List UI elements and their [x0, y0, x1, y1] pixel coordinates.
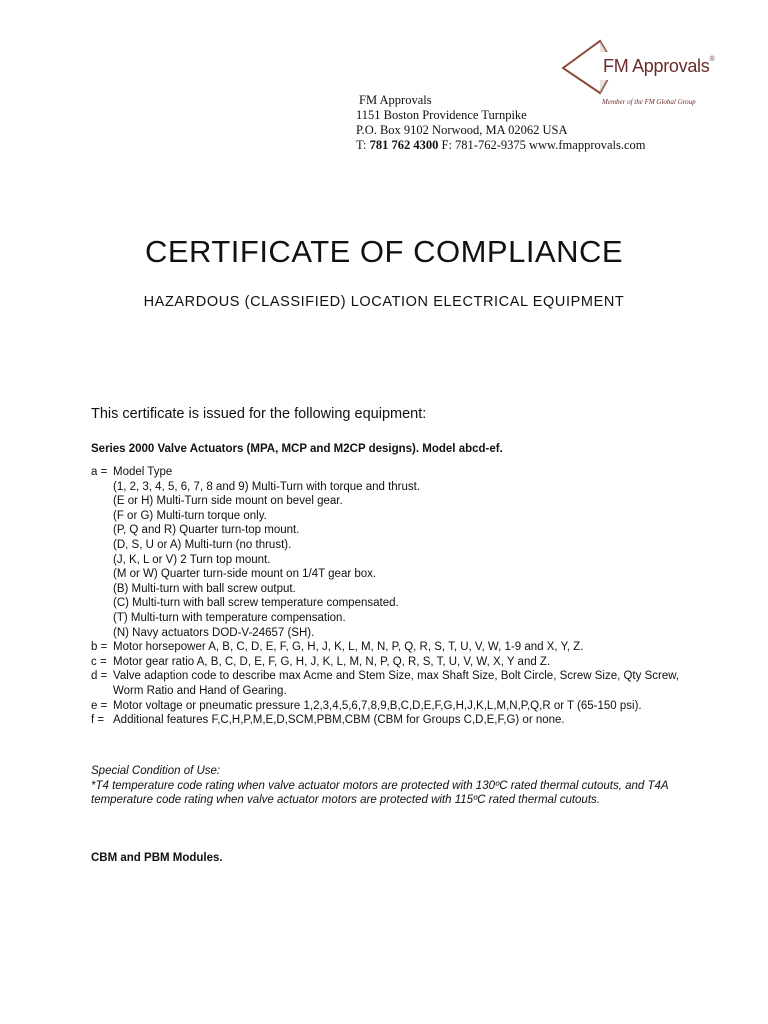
logo-brand: FM Approvals®	[603, 56, 715, 76]
address-pobox: P.O. Box 9102 Norwood, MA 02062 USA	[356, 123, 568, 137]
address-contact: T: 781 762 4300 F: 781-762-9375 www.fmapprovals.com	[356, 138, 646, 152]
cbm-heading: CBM and PBM Modules.	[91, 852, 223, 864]
code-row	[91, 655, 691, 670]
page-title: CERTIFICATE OF COMPLIANCE	[144, 234, 624, 269]
model-type-item: (C) Multi-turn with ball screw temperature compensated.	[113, 597, 399, 610]
issued-intro: This certificate is issued for the following equipment:	[91, 406, 427, 422]
code-text: Motor voltage or pneumatic pressure 1,2,3,4,5,6,7,8,9,B,C,D,E,F,G,H,J,K,L,M,N,P,Q,R or T (65-150 psi).	[113, 699, 642, 712]
code-a	[91, 465, 691, 480]
code-text: Motor gear ratio A, B, C, D, E, F, G, H, J, K, L, M, N, P, Q, R, S, T, U, V, W, X, Y and Z.	[113, 655, 551, 668]
model-type-item: (1, 2, 3, 4, 5, 6, 7, 8 and 9) Multi-Turn with torque and thrust.	[113, 480, 421, 493]
model-type-item: (E or H) Multi-Turn side mount on bevel gear.	[113, 495, 343, 508]
special-condition	[91, 764, 691, 808]
code-text: Additional features F,C,H,P,M,E,D,SCM,PBM,CBM (CBM for Groups C,D,E,F,G) or none.	[113, 714, 565, 727]
code-row	[91, 669, 691, 698]
code-key: f =	[91, 714, 105, 727]
model-type-item: (F or G) Multi-turn torque only.	[113, 509, 267, 522]
model-type-item: (N) Navy actuators DOD-V-24657 (SH).	[113, 626, 315, 639]
code-text: Model Type	[113, 466, 173, 478]
model-code-list	[91, 465, 691, 728]
code-row	[91, 699, 691, 714]
code-text: Motor horsepower A, B, C, D, E, F, G, H, J, K, L, M, N, P, Q, R, S, T, U, V, W, 1-9 and X, Y, Z.	[113, 641, 584, 654]
address-phone: 781 762 4300	[369, 138, 439, 152]
special-body: *T4 temperature code rating when valve actuator motors are protected with 130ºC rated thermal cutouts, and T4A temperature code rating when valve actuator motors are protected with 115ºC rated thermal cutouts.	[91, 779, 669, 807]
address-street: 1151 Boston Providence Turnpike	[356, 108, 527, 122]
code-key: b =	[91, 641, 108, 654]
code-row	[91, 713, 691, 728]
series-heading: Series 2000 Valve Actuators (MPA, MCP and M2CP designs). Model abcd-ef.	[91, 443, 503, 455]
special-heading: Special Condition of Use:	[91, 765, 221, 777]
code-key: c =	[91, 655, 107, 668]
model-type-item: (B) Multi-turn with ball screw output.	[113, 582, 296, 595]
code-key: d =	[91, 670, 108, 683]
model-type-item: (J, K, L or V) 2 Turn top mount.	[113, 553, 271, 566]
code-row	[91, 640, 691, 655]
code-key: e =	[91, 699, 108, 712]
address-org: FM Approvals	[359, 93, 432, 107]
logo-tagline: Member of the FM Global Group	[602, 98, 696, 106]
model-type-item: (P, Q and R) Quarter turn-top mount.	[113, 524, 300, 537]
address-block	[356, 93, 646, 153]
code-key: a =	[91, 466, 108, 478]
page-subtitle: HAZARDOUS (CLASSIFIED) LOCATION ELECTRICAL EQUIPMENT	[143, 294, 625, 310]
code-text: Valve adaption code to describe max Acme and Stem Size, max Shaft Size, Bolt Circle, Screw Size, Qty Screw, Worm Ratio and Hand of Gearing.	[113, 670, 680, 697]
model-type-item: (D, S, U or A) Multi-turn (no thrust).	[113, 538, 292, 551]
model-type-item: (M or W) Quarter turn-side mount on 1/4T gear box.	[113, 568, 377, 581]
model-type-item: (T) Multi-turn with temperature compensation.	[113, 611, 346, 624]
